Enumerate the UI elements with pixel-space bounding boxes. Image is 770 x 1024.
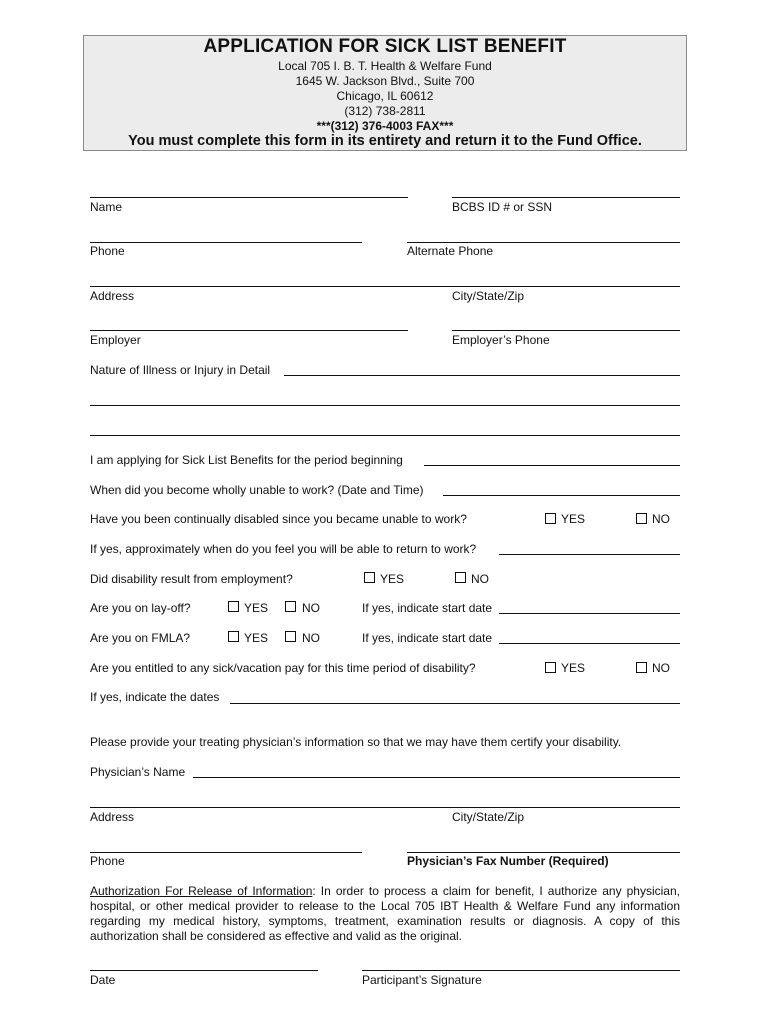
physician-fax-field[interactable] [407, 852, 680, 853]
city-label: City/State/Zip [452, 289, 525, 303]
continual-label: Have you been continually disabled since you became unable to work? [90, 512, 467, 526]
physician-address-label: Address [90, 810, 135, 824]
layoff-no-checkbox[interactable] [285, 601, 296, 612]
fmla-yes-label: YES [244, 631, 269, 645]
nature-field-line-3[interactable] [90, 435, 680, 436]
alt-phone-field[interactable] [407, 242, 680, 243]
bcbs-label: BCBS ID # or SSN [452, 200, 553, 214]
fmla-start-label: If yes, indicate start date [362, 631, 493, 645]
physician-name-label: Physician’s Name [90, 765, 186, 779]
signature-field[interactable] [362, 970, 680, 971]
fmla-no-label: NO [302, 631, 320, 645]
fmla-no-checkbox[interactable] [285, 631, 296, 642]
layoff-yes-checkbox[interactable] [228, 601, 239, 612]
continual-no-checkbox[interactable] [636, 513, 647, 524]
fund-street: 1645 W. Jackson Blvd., Suite 700 [295, 74, 475, 88]
physician-intro: Please provide your treating physician’s information so that we may have them certify your disability. [90, 735, 622, 749]
continual-yes-checkbox[interactable] [545, 513, 556, 524]
period-label: I am applying for Sick List Benefits for the period beginning [90, 453, 403, 467]
physician-city-label: City/State/Zip [452, 810, 525, 824]
nature-field-line-2[interactable] [90, 405, 680, 406]
bcbs-field[interactable] [452, 197, 680, 198]
physician-phone-field[interactable] [90, 852, 362, 853]
phone-field[interactable] [90, 242, 362, 243]
period-field[interactable] [424, 465, 680, 466]
physician-fax-label: Physician’s Fax Number (Required) [407, 854, 609, 868]
signature-label: Participant’s Signature [362, 973, 482, 987]
fmla-label: Are you on FMLA? [90, 631, 191, 645]
nature-label: Nature of Illness or Injury in Detail [90, 363, 271, 377]
employment-label: Did disability result from employment? [90, 572, 293, 586]
layoff-yes-label: YES [244, 601, 269, 615]
return-label: If yes, approximately when do you feel you will be able to return to work? [90, 542, 477, 556]
employment-no-checkbox[interactable] [455, 572, 466, 583]
employer-phone-field[interactable] [452, 330, 680, 331]
physician-name-field[interactable] [193, 777, 680, 778]
physician-address-field[interactable] [90, 807, 680, 808]
authorization-heading: Authorization For Release of Information [90, 884, 313, 898]
nature-field[interactable] [284, 375, 680, 376]
unable-label: When did you become wholly unable to work? (Date and Time) [90, 483, 424, 497]
fmla-yes-checkbox[interactable] [228, 631, 239, 642]
employer-label: Employer [90, 333, 141, 347]
address-label: Address [90, 289, 135, 303]
physician-phone-label: Phone [90, 854, 125, 868]
vacation-no-label: NO [652, 661, 670, 675]
date-label: Date [90, 973, 116, 987]
vacation-label: Are you entitled to any sick/vacation pay for this time period of disability? [90, 661, 476, 675]
employment-no-label: NO [471, 572, 489, 586]
authorization-paragraph [90, 884, 680, 944]
dates-field[interactable] [230, 703, 680, 704]
continual-yes-label: YES [561, 512, 586, 526]
return-field[interactable] [499, 554, 680, 555]
layoff-label: Are you on lay-off? [90, 601, 191, 615]
alt-phone-label: Alternate Phone [407, 244, 494, 258]
name-label: Name [90, 200, 123, 214]
dates-label: If yes, indicate the dates [90, 690, 220, 704]
authorization-text: : In order to process a claim for benefit, I authorize any physician, hospital, or other medical provider to release to the Local 705 IBT Health & Welfare Fund any information regarding my medical history, symptoms, treatment, examination results or diagnosis. A copy of this authorization shall be considered as effective and valid as the original. [90, 884, 680, 943]
employment-yes-checkbox[interactable] [364, 572, 375, 583]
layoff-start-label: If yes, indicate start date [362, 601, 493, 615]
address-field[interactable] [90, 286, 680, 287]
fund-phone: (312) 738-2811 [344, 104, 426, 118]
continual-no-label: NO [652, 512, 670, 526]
form-instruction: You must complete this form in its entirety and return it to the Fund Office. [128, 133, 642, 149]
fund-city: Chicago, IL 60612 [336, 89, 434, 103]
fund-fax: ***(312) 376-4003 FAX*** [316, 119, 454, 133]
employer-field[interactable] [90, 330, 408, 331]
name-field[interactable] [90, 197, 408, 198]
unable-field[interactable] [443, 495, 680, 496]
vacation-yes-label: YES [561, 661, 586, 675]
layoff-start-field[interactable] [499, 613, 680, 614]
vacation-no-checkbox[interactable] [636, 662, 647, 673]
form-title: APPLICATION FOR SICK LIST BENEFIT [203, 36, 567, 57]
fmla-start-field[interactable] [499, 643, 680, 644]
vacation-yes-checkbox[interactable] [545, 662, 556, 673]
layoff-no-label: NO [302, 601, 320, 615]
employment-yes-label: YES [380, 572, 405, 586]
date-field[interactable] [90, 970, 318, 971]
fund-name: Local 705 I. B. T. Health & Welfare Fund [278, 59, 492, 73]
employer-phone-label: Employer’s Phone [452, 333, 550, 347]
phone-label: Phone [90, 244, 125, 258]
